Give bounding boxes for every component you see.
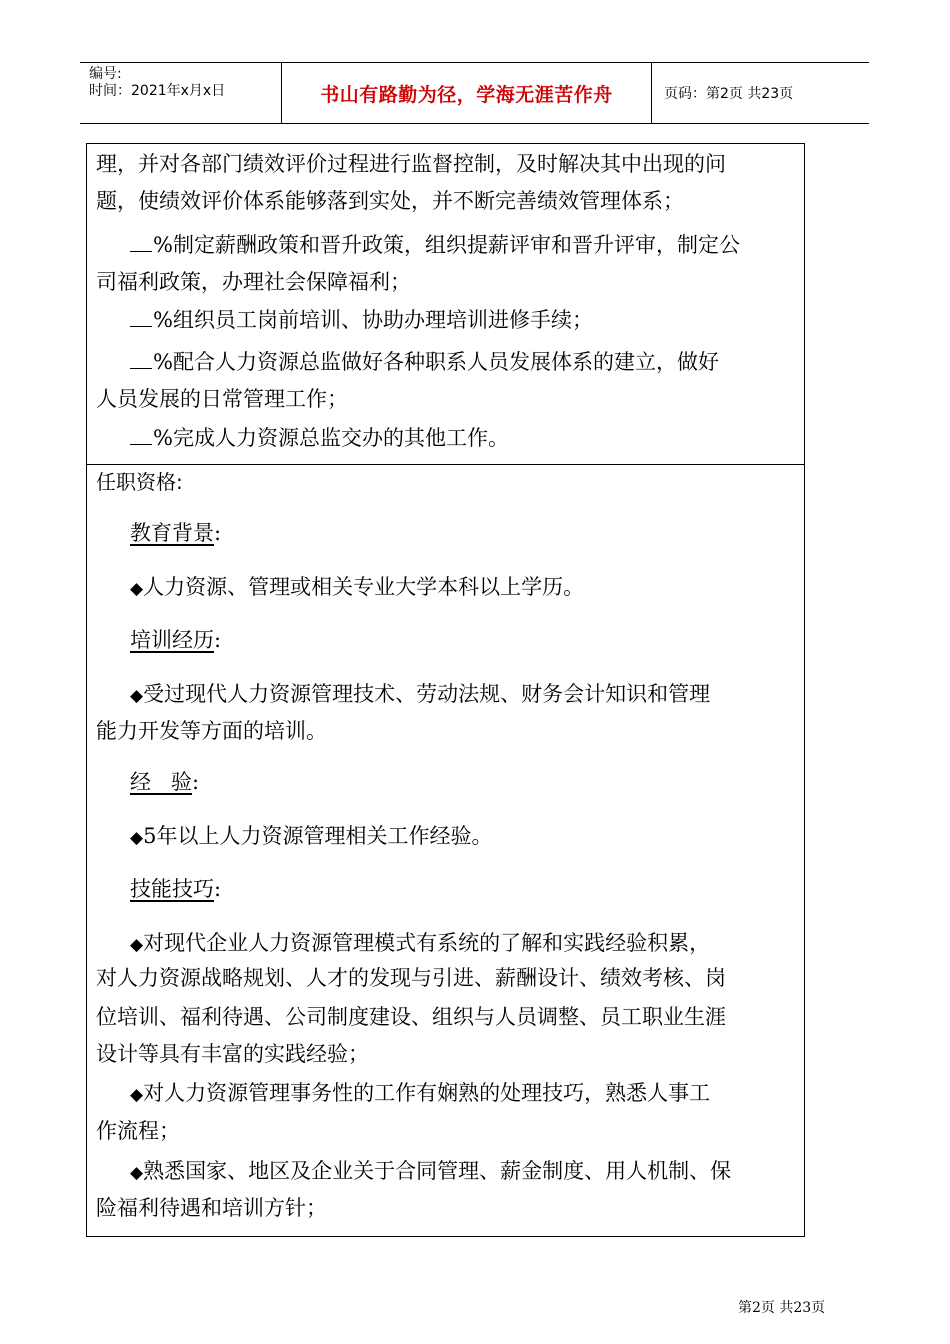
duty-item: %制定薪酬政策和晋升政策，组织提薪评审和晋升评审，制定公 xyxy=(130,233,740,257)
experience-heading: 经 验: xyxy=(130,770,200,794)
time-label: 时间：2021年x月x日 xyxy=(89,83,226,99)
skill-item-cont: 作流程； xyxy=(96,1119,180,1143)
blank-line xyxy=(130,350,152,369)
page-footer: 第2页 共23页 xyxy=(738,1300,826,1316)
duty-item: %组织员工岗前培训、协助办理培训进修手续； xyxy=(130,308,593,332)
skill-item-cont: 险福利待遇和培训方针； xyxy=(96,1196,327,1220)
skill-item: ◆对人力资源管理事务性的工作有娴熟的处理技巧，熟悉人事工 xyxy=(130,1081,711,1105)
duties-line: 理，并对各部门绩效评价过程进行监督控制，及时解决其中出现的问 xyxy=(96,152,726,176)
bullet-icon: ◆ xyxy=(130,1163,144,1183)
skill-item: ◆对现代企业人力资源管理模式有系统的了解和实践经验积累， xyxy=(130,931,711,955)
bullet-icon: ◆ xyxy=(130,1085,144,1105)
skill-item-cont: 设计等具有丰富的实践经验； xyxy=(96,1042,369,1066)
blank-line xyxy=(130,308,152,327)
page-header xyxy=(80,62,869,124)
blank-line xyxy=(130,426,152,445)
skill-item-cont: 位培训、福利待遇、公司制度建设、组织与人员调整、员工职业生涯 xyxy=(96,1005,726,1029)
training-item-cont: 能力开发等方面的培训。 xyxy=(96,719,327,743)
skill-item-cont: 对人力资源战略规划、人才的发现与引进、薪酬设计、绩效考核、岗 xyxy=(96,966,726,990)
duties-line: 司福利政策，办理社会保障福利； xyxy=(96,270,411,294)
training-item: ◆受过现代人力资源管理技术、劳动法规、财务会计知识和管理 xyxy=(130,682,711,706)
skills-heading: 技能技巧: xyxy=(130,877,222,901)
experience-item: ◆5年以上人力资源管理相关工作经验。 xyxy=(130,824,493,848)
duty-item: %配合人力资源总监做好各种职系人员发展体系的建立，做好 xyxy=(130,350,719,374)
bullet-icon: ◆ xyxy=(130,828,144,848)
qualifications-title: 任职资格: xyxy=(96,470,183,494)
skill-item: ◆熟悉国家、地区及企业关于合同管理、薪金制度、用人机制、保 xyxy=(130,1159,732,1183)
bullet-icon: ◆ xyxy=(130,579,144,599)
bullet-icon: ◆ xyxy=(130,935,144,955)
header-motto: 书山有路勤为径，学海无涯苦作舟 xyxy=(281,63,652,123)
number-label: 编号: xyxy=(89,66,122,82)
education-item: ◆人力资源、管理或相关专业大学本科以上学历。 xyxy=(130,575,585,599)
header-meta xyxy=(80,63,281,123)
duties-line: 题，使绩效评价体系能够落到实处，并不断完善绩效管理体系； xyxy=(96,189,684,213)
header-page-info: 页码：第2页 共23页 xyxy=(664,86,794,102)
duty-item: %完成人力资源总监交办的其他工作。 xyxy=(130,426,509,450)
duties-line: 人员发展的日常管理工作； xyxy=(96,387,348,411)
education-heading: 教育背景: xyxy=(130,521,222,545)
blank-line xyxy=(130,233,152,252)
training-heading: 培训经历: xyxy=(130,628,222,652)
bullet-icon: ◆ xyxy=(130,686,144,706)
